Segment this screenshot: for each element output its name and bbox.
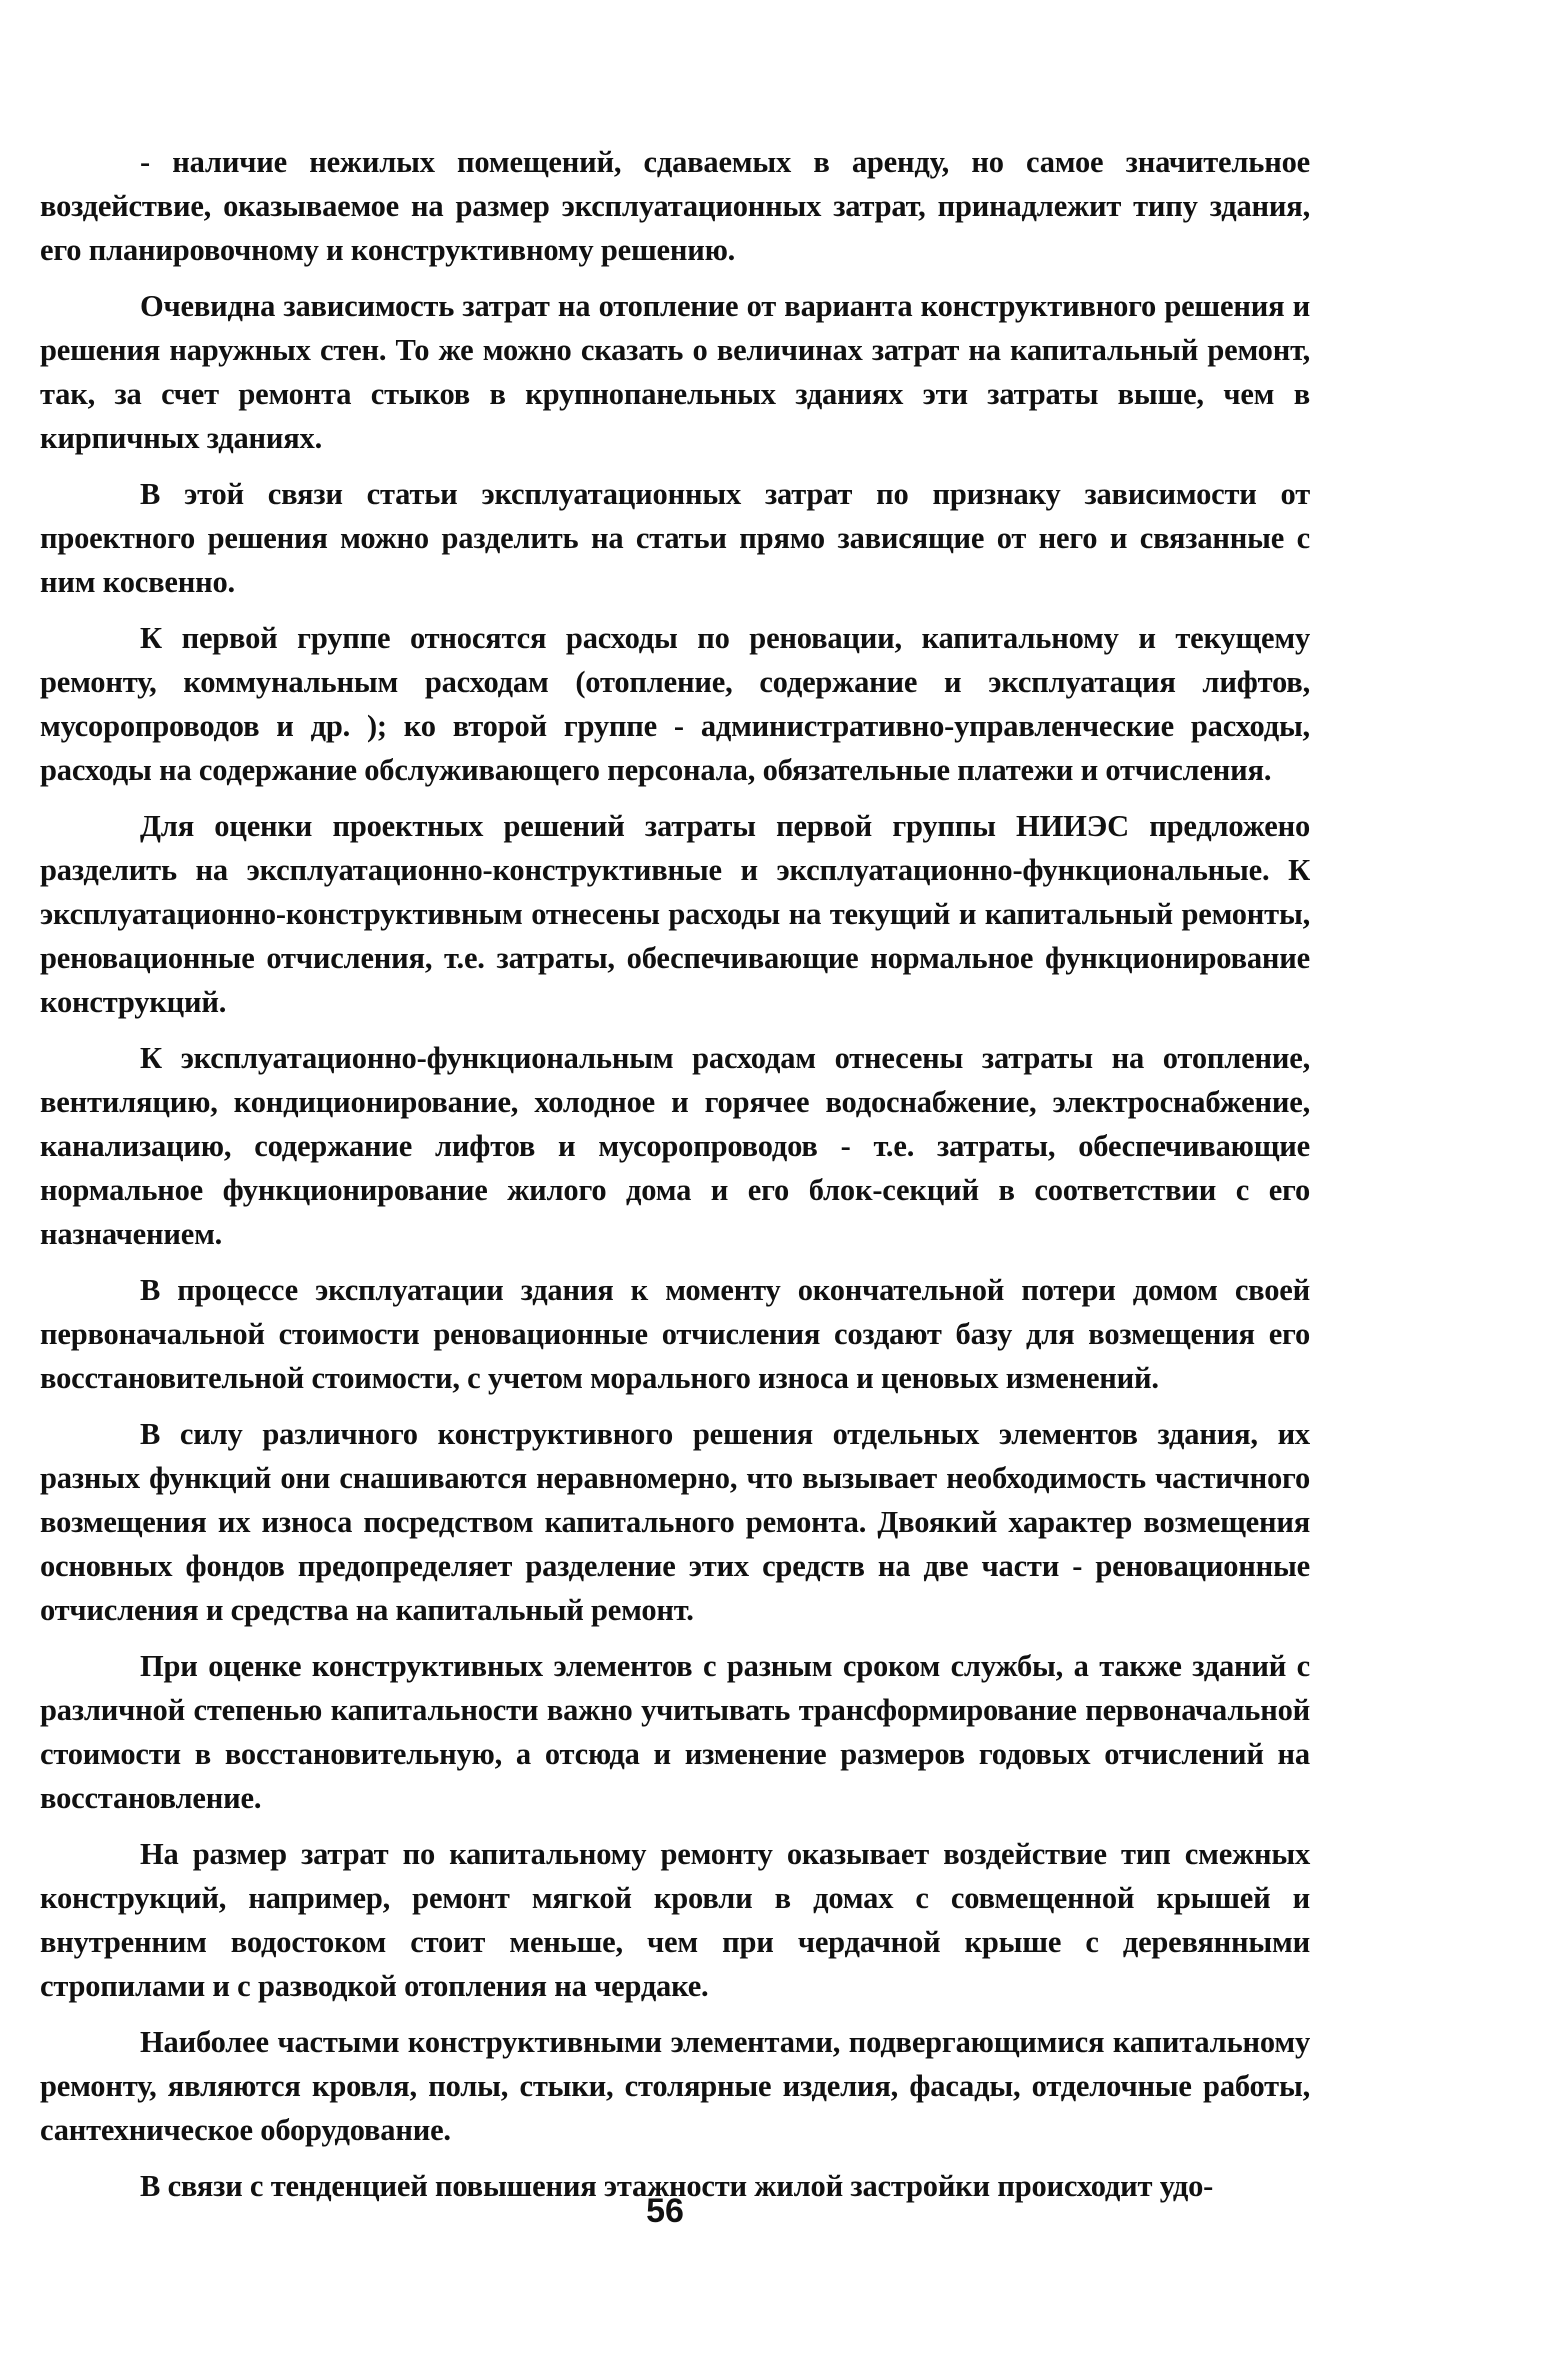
paragraph-8: В силу различного конструктивного решения отдельных элементов здания, их разных функций они снашиваются неравномерно, что вызывает необходимость частичного возмещения их износа посредством капитального ремонта. Двоякий характер возмещения основных фондов предопределяет разделение этих средств на две части - реновационные отчисления и средства на капитальный ремонт. (40, 1417, 1310, 1627)
paragraph-1: - наличие нежилых помещений, сдаваемых в аренду, но самое значительное воздействие, оказываемое на размер эксплуатационных затрат, принадлежит типу здания, его планировочному и конструктивному решению. (40, 145, 1310, 267)
paragraph-5: Для оценки проектных решений затраты первой группы НИИЭС предложено разделить на эксплуатационно-конструктивные и эксплуатационно-функциональные. К эксплуатационно-конструктивным отнесены расходы на текущий и капитальный ремонты, реновационные отчисления, т.е. затраты, обеспечивающие нормальное функционирование конструкций. (40, 809, 1310, 1019)
paragraph-11: Наиболее частыми конструктивными элементами, подвергающимися капитальному ремонту, являются кровля, полы, стыки, столярные изделия, фасады, отделочные работы, сантехническое оборудование. (40, 2025, 1310, 2147)
paragraph-12: В связи с тенденцией повышения этажности жилой застройки происходит удо- (140, 2169, 1214, 2203)
page-body (40, 140, 1310, 2220)
paragraph-3: В этой связи статьи эксплуатационных затрат по признаку зависимости от проектного решения можно разделить на статьи прямо зависящие от него и связанные с ним косвенно. (40, 477, 1310, 599)
paragraph-10: На размер затрат по капитальному ремонту оказывает воздействие тип смежных конструкций, например, ремонт мягкой кровли в домах с совмещенной крышей и внутренним водостоком стоит меньше, чем при чердачной крыше с деревянными стропилами и с разводкой отопления на чердаке. (40, 1837, 1310, 2003)
page-number: 56 (646, 2192, 684, 2230)
paragraph-7: В процессе эксплуатации здания к моменту окончательной потери домом своей первоначальной стоимости реновационные отчисления создают базу для возмещения его восстановительной стоимости, с учетом морального износа и ценовых изменений. (40, 1273, 1310, 1395)
paragraph-9: При оценке конструктивных элементов с разным сроком службы, а также зданий с различной степенью капитальности важно учитывать трансформирование первоначальной стоимости в восстановительную, а отсюда и изменение размеров годовых отчислений на восстановление. (40, 1649, 1310, 1815)
paragraph-4: К первой группе относятся расходы по реновации, капитальному и текущему ремонту, коммунальным расходам (отопление, содержание и эксплуатация лифтов, мусоропроводов и др. ); ко второй группе - административно-управленческие расходы, расходы на содержание обслуживающего персонала, обязательные платежи и отчисления. (40, 621, 1310, 787)
paragraph-6: К эксплуатационно-функциональным расходам отнесены затраты на отопление, вентиляцию, кондиционирование, холодное и горячее водоснабжение, электроснабжение, канализацию, содержание лифтов и мусоропроводов - т.е. затраты, обеспечивающие нормальное функционирование жилого дома и его блок-секций в соответствии с его назначением. (40, 1041, 1310, 1251)
paragraph-2: Очевидна зависимость затрат на отопление от варианта конструктивного решения и решения наружных стен. То же можно сказать о величинах затрат на капитальный ремонт, так, за счет ремонта стыков в крупнопанельных зданиях эти затраты выше, чем в кирпичных зданиях. (40, 289, 1310, 455)
